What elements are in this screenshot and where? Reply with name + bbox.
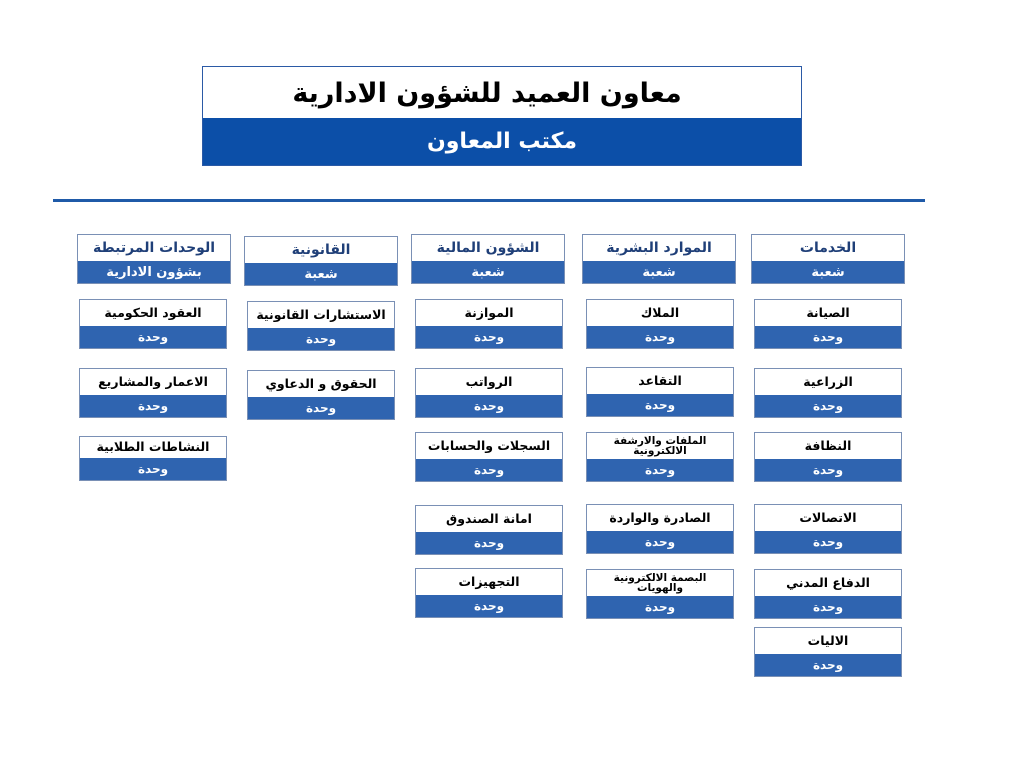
unit-name: النشاطات الطلابية	[96, 439, 210, 455]
unit-type: وحدة	[248, 397, 394, 419]
dean-assistant-box	[202, 66, 802, 166]
unit-box	[415, 505, 563, 555]
section-name: الموارد البشرية	[606, 240, 712, 256]
section-name: الشؤون المالية	[436, 240, 540, 256]
section-name: الوحدات المرتبطة	[93, 240, 216, 256]
section-legal	[244, 236, 398, 286]
unit-type: وحدة	[755, 654, 901, 676]
unit-type: وحدة	[587, 459, 733, 481]
unit-name: الملاك	[640, 304, 680, 320]
unit-name: البصمة الالكترونية والهويات	[613, 571, 707, 594]
unit-box	[754, 504, 902, 554]
unit-box	[247, 370, 395, 420]
unit-box	[79, 299, 227, 349]
unit-type: وحدة	[416, 326, 562, 348]
unit-box	[415, 568, 563, 618]
section-name: الخدمات	[799, 240, 857, 256]
unit-box	[247, 301, 395, 351]
unit-box	[586, 569, 734, 619]
unit-type: وحدة	[80, 326, 226, 348]
unit-type: وحدة	[587, 326, 733, 348]
unit-box	[586, 432, 734, 482]
unit-name: التقاعد	[638, 372, 682, 388]
unit-name: النظافة	[804, 437, 852, 453]
section-linked-units	[77, 234, 231, 284]
section-type: شعبة	[412, 261, 564, 283]
section-type: شعبة	[245, 263, 397, 285]
unit-name: الصيانة	[806, 304, 850, 320]
unit-box	[586, 367, 734, 417]
unit-box	[79, 436, 227, 481]
unit-type: وحدة	[755, 596, 901, 618]
unit-type: وحدة	[416, 459, 562, 481]
unit-box	[754, 368, 902, 418]
unit-box	[754, 299, 902, 349]
unit-name: امانة الصندوق	[446, 510, 532, 526]
unit-box	[586, 504, 734, 554]
section-hr	[582, 234, 736, 284]
unit-type: وحدة	[587, 394, 733, 416]
section-type: بشؤون الادارية	[78, 261, 230, 283]
chart-subtitle: مكتب المعاون	[203, 118, 801, 165]
unit-name: الاليات	[807, 632, 849, 648]
unit-box	[415, 368, 563, 418]
unit-name: الاستشارات القانونية	[256, 306, 386, 322]
unit-name: الرواتب	[465, 373, 513, 389]
unit-type: وحدة	[587, 531, 733, 553]
unit-name: العقود الحكومية	[104, 304, 202, 320]
unit-box	[415, 432, 563, 482]
unit-name: الحقوق و الدعاوي	[265, 375, 377, 391]
unit-name: الصادرة والواردة	[609, 509, 711, 525]
unit-box	[754, 569, 902, 619]
unit-name: الاتصالات	[799, 509, 857, 525]
unit-type: وحدة	[416, 532, 562, 554]
unit-name: التجهيزات	[458, 573, 520, 589]
horizontal-divider	[53, 199, 925, 202]
unit-type: وحدة	[755, 326, 901, 348]
unit-type: وحدة	[416, 395, 562, 417]
section-name: القانونية	[291, 242, 351, 258]
unit-name: الزراعية	[803, 373, 853, 389]
chart-title: معاون العميد للشؤون الادارية	[292, 78, 682, 109]
unit-type: وحدة	[755, 531, 901, 553]
unit-type: وحدة	[755, 459, 901, 481]
unit-type: وحدة	[416, 595, 562, 617]
unit-type: وحدة	[80, 458, 226, 480]
unit-name: الموازنة	[464, 304, 514, 320]
unit-type: وحدة	[248, 328, 394, 350]
section-services	[751, 234, 905, 284]
unit-box	[754, 627, 902, 677]
unit-name: الدفاع المدني	[786, 574, 870, 590]
section-finance	[411, 234, 565, 284]
unit-box	[79, 368, 227, 418]
unit-box	[754, 432, 902, 482]
unit-type: وحدة	[587, 596, 733, 618]
unit-name: السجلات والحسابات	[427, 437, 551, 453]
unit-type: وحدة	[755, 395, 901, 417]
section-type: شعبة	[583, 261, 735, 283]
unit-box	[586, 299, 734, 349]
section-type: شعبة	[752, 261, 904, 283]
unit-name: الاعمار والمشاريع	[98, 373, 208, 389]
unit-box	[415, 299, 563, 349]
unit-name: الملفات والارشفة الالكترونية	[613, 434, 707, 457]
unit-type: وحدة	[80, 395, 226, 417]
